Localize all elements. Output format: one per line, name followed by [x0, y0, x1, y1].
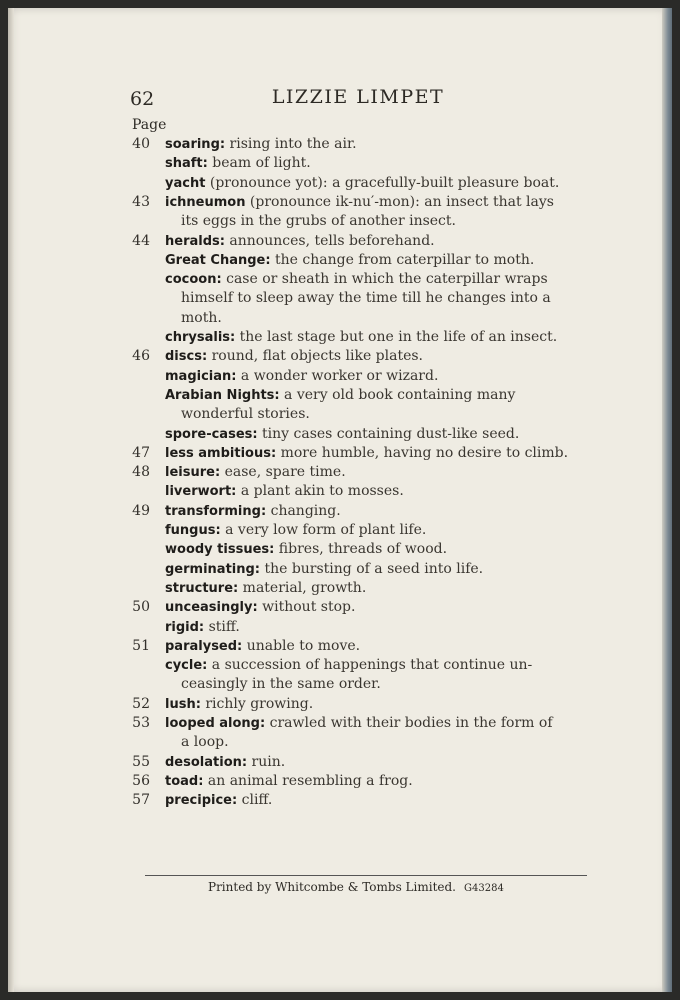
- glossary-definition: a very old book containing many: [279, 386, 516, 403]
- glossary-term: germinating:: [165, 561, 260, 577]
- glossary-term: heralds:: [165, 233, 225, 249]
- glossary-entry: [165, 270, 548, 289]
- glossary-term: Arabian Nights:: [165, 387, 280, 403]
- entry-page-number: 44: [132, 232, 150, 249]
- entry-page-number: 53: [132, 715, 150, 731]
- page-number: 62: [130, 88, 155, 110]
- glossary-entry: [165, 135, 357, 154]
- page-left-edge: [8, 8, 14, 992]
- entry-page-number: 48: [132, 464, 150, 481]
- glossary-definition: stiff.: [204, 618, 240, 635]
- glossary-entry: [165, 772, 413, 791]
- glossary-definition: richly growing.: [200, 695, 314, 712]
- glossary-definition: an animal resembling a frog.: [203, 772, 413, 789]
- glossary-entry: [165, 521, 426, 540]
- glossary-term: rigid:: [165, 619, 205, 635]
- entry-page-number: 40: [132, 136, 150, 152]
- glossary-entry: [165, 753, 285, 772]
- glossary-term: cocoon:: [165, 272, 222, 288]
- glossary-definition: cliff.: [237, 792, 273, 809]
- glossary-entry: [165, 618, 240, 637]
- glossary-definition: himself to sleep away the time till he changes into a: [181, 290, 551, 307]
- glossary-definition: changing.: [266, 502, 341, 519]
- glossary-entry: [165, 425, 519, 444]
- glossary-definition: crawled with their bodies in the form of: [265, 715, 553, 731]
- glossary-definition: the bursting of a seed into life.: [260, 560, 484, 577]
- glossary-definition: announces, tells beforehand.: [224, 232, 435, 249]
- glossary-term: cycle:: [165, 658, 208, 674]
- book-page: [8, 8, 672, 992]
- glossary-term: yacht: [165, 175, 206, 191]
- glossary-term: less ambitious:: [165, 445, 277, 461]
- glossary-term: paralysed:: [165, 638, 243, 654]
- glossary-term: liverwort:: [165, 484, 237, 500]
- entry-page-number: 43: [132, 193, 150, 210]
- glossary-definition: a loop.: [181, 734, 229, 751]
- glossary-entry: [165, 463, 346, 482]
- glossary-entry: [165, 791, 272, 810]
- glossary-term: spore-cases:: [165, 426, 258, 442]
- glossary-term: toad:: [165, 773, 204, 789]
- entry-page-number: 55: [132, 753, 150, 770]
- glossary-term: precipice:: [165, 793, 238, 809]
- glossary-term: woody tissues:: [165, 542, 275, 558]
- glossary-term: magician:: [165, 368, 237, 384]
- glossary-entry: [165, 193, 554, 212]
- glossary-term: lush:: [165, 696, 201, 712]
- glossary-entry: [165, 579, 366, 598]
- running-title: LIZZIE LIMPET: [271, 86, 445, 108]
- glossary-definition: beam of light.: [207, 155, 311, 172]
- glossary-definition: fibres, threads of wood.: [274, 541, 448, 558]
- glossary-definition: tiny cases containing dust-like seed.: [257, 425, 520, 442]
- printer-text: Printed by Whitcombe & Tombs Limited.: [208, 880, 456, 894]
- page-column-label: Page: [132, 117, 167, 133]
- entry-page-number: 56: [132, 772, 150, 789]
- glossary-entry: [165, 502, 341, 521]
- glossary-entry: [165, 482, 404, 501]
- entry-page-number: 47: [132, 444, 150, 461]
- glossary-term: chrysalis:: [165, 330, 236, 345]
- glossary-entry-continuation: [181, 675, 381, 694]
- glossary-definition: round, flat objects like plates.: [207, 348, 424, 365]
- glossary-definition: a wonder worker or wizard.: [236, 367, 439, 384]
- glossary-entry: [165, 367, 438, 386]
- glossary-entry: [165, 695, 313, 714]
- glossary-definition: unable to move.: [242, 637, 361, 654]
- entry-page-number: 57: [132, 792, 150, 809]
- book-spine-edge: [662, 8, 672, 992]
- glossary-definition: the last stage but one in the life of an insect.: [235, 329, 558, 345]
- glossary-term: fungus:: [165, 523, 221, 538]
- glossary-entry-continuation: [181, 733, 229, 752]
- glossary-entry: [165, 328, 557, 347]
- glossary-definition: (pronounce yot): a gracefully-built pleasure boat.: [205, 174, 560, 191]
- glossary-definition: the change from caterpillar to moth.: [270, 251, 535, 268]
- glossary-entry: [165, 598, 355, 617]
- glossary-entry: [165, 560, 483, 579]
- entry-page-number: 51: [132, 637, 150, 654]
- footer-rule: [145, 875, 587, 876]
- glossary-definition: ruin.: [247, 753, 286, 770]
- glossary-entry: [165, 174, 559, 193]
- glossary-definition: wonderful stories.: [181, 406, 310, 423]
- glossary-definition: its eggs in the grubs of another insect.: [181, 213, 456, 230]
- entry-page-number: 46: [132, 348, 150, 365]
- glossary-definition: ceasingly in the same order.: [181, 676, 381, 693]
- glossary-entry: [165, 386, 515, 405]
- glossary-entry: [165, 637, 360, 656]
- glossary-term: ichneumon: [165, 194, 246, 210]
- entry-page-number: 52: [132, 695, 150, 712]
- glossary-definition: a very low form of plant life.: [220, 522, 427, 538]
- glossary-term: looped along:: [165, 716, 266, 731]
- glossary-entry: [165, 444, 568, 463]
- glossary-definition: a succession of happenings that continue un-: [207, 657, 533, 674]
- glossary-term: Great Change:: [165, 252, 271, 268]
- print-code: G43284: [464, 883, 504, 894]
- glossary-entry: [165, 540, 447, 559]
- glossary-entry: [165, 714, 553, 733]
- glossary-definition: case or sheath in which the caterpillar wraps: [221, 271, 548, 288]
- glossary-definition: ease, spare time.: [220, 464, 346, 481]
- glossary-term: structure:: [165, 580, 239, 596]
- glossary-term: transforming:: [165, 503, 267, 519]
- glossary-term: desolation:: [165, 754, 248, 770]
- glossary-term: leisure:: [165, 465, 221, 481]
- printer-imprint: [208, 880, 568, 894]
- glossary-entry-continuation: [181, 212, 456, 231]
- glossary-entry-continuation: [181, 289, 551, 308]
- glossary-entry: [165, 347, 423, 366]
- glossary-term: discs:: [165, 349, 208, 365]
- glossary-entry: [165, 656, 532, 675]
- glossary-entry: [165, 251, 534, 270]
- glossary-definition: more humble, having no desire to climb.: [276, 444, 569, 461]
- glossary-term: unceasingly:: [165, 600, 258, 616]
- entry-page-number: 50: [132, 599, 150, 616]
- glossary-definition: without stop.: [257, 599, 356, 616]
- glossary-definition: rising into the air.: [225, 136, 357, 152]
- glossary-entry: [165, 232, 435, 251]
- glossary-definition: moth.: [181, 309, 222, 326]
- glossary-definition: material, growth.: [238, 579, 367, 596]
- glossary-entry: [165, 154, 311, 173]
- glossary-entry-continuation: [181, 309, 222, 328]
- entry-page-number: 49: [132, 502, 150, 519]
- glossary-definition: a plant akin to mosses.: [236, 483, 404, 500]
- glossary-term: shaft:: [165, 156, 208, 172]
- glossary-entry-continuation: [181, 405, 310, 424]
- glossary-term: soaring:: [165, 137, 226, 152]
- glossary-definition: (pronounce ik-nu′-mon): an insect that lays: [245, 193, 554, 210]
